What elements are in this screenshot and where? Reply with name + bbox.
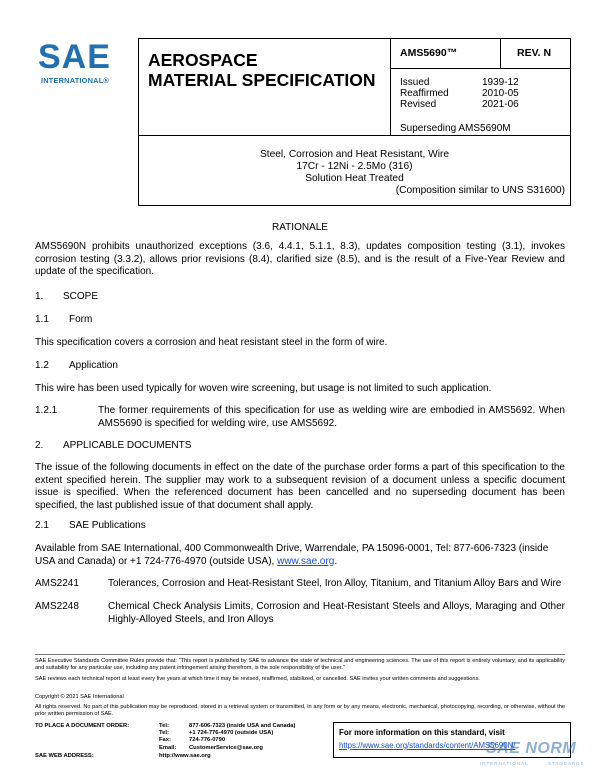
desc-line-1: Steel, Corrosion and Heat Resistant, Wire xyxy=(259,149,450,160)
doc-number-box xyxy=(390,38,501,69)
description-box xyxy=(138,135,571,206)
section-2-1-heading: 2.1 SAE Publications xyxy=(35,520,146,531)
reference-ams2248: AMS2248 Chemical Check Analysis Limits, Corrosion and Heat-Resistant Steels and Alloys, Maraging and Other Highly-Alloyed Steels, and Iron Alloys xyxy=(35,601,565,625)
email: CustomerService@sae.org xyxy=(189,744,263,751)
section-2-1-text: Available from SAE International, 400 Commonwealth Drive, Warrendale, PA 15096-0001, Tel: 877-606-7323 (inside USA and Canada) or +1 724-776-4970 (outside USA), www.sae.org. xyxy=(35,543,549,567)
section-1-heading: 1. SCOPE xyxy=(35,291,99,302)
watermark-right: STANDARDS xyxy=(548,761,585,766)
sae-norm-watermark xyxy=(478,740,590,774)
section-1-2-1: 1.2.1 The former requirements of this specification for use as welding wire are embodied in AMS5692. When AMS5690 is specified for welding wire, use AMS5692. xyxy=(35,405,565,429)
title-line-1: AEROSPACE xyxy=(148,50,258,70)
copyright: Copyright © 2021 SAE International xyxy=(35,694,124,700)
rules-note: SAE Executive Standards Committee Rules provide that: “This report is published by SAE to advance the state of technical and engineering sciences. The use of this report is entirely voluntary, and its applicability and suitability for any particular use, including any patent infringement arising therefrom, is the sole responsibility of the user.” xyxy=(35,658,565,671)
date-issued: Issued 1939-12 xyxy=(400,77,519,88)
watermark-left: INTERNATIONAL xyxy=(480,761,529,766)
desc-line-3: Solution Heat Treated xyxy=(305,173,404,184)
web-address[interactable]: http://www.sae.org xyxy=(159,753,211,759)
fax: 724-776-0790 xyxy=(189,737,226,744)
standard-url-link[interactable]: https://www.sae.org/standards/content/AMS5690N/ xyxy=(339,741,516,750)
logo-subtitle: INTERNATIONAL® xyxy=(41,76,110,85)
doc-type-title xyxy=(148,50,376,90)
review-note: SAE reviews each technical report at least every five years at which time it may be revised, reaffirmed, stabilized, or cancelled. SAE invites your written comments and suggestions. xyxy=(35,676,480,682)
rationale-heading: RATIONALE xyxy=(272,222,328,233)
section-1-2-heading: 1.2 Application xyxy=(35,360,118,371)
rights-note: All rights reserved. No part of this publication may be reproduced, stored in a retrieval system or transmitted, in any form or by any means, electronic, mechanical, photocopying, recording, or otherwise, without the prior written permission of SAE. xyxy=(35,704,565,717)
superseding: Superseding AMS5690M xyxy=(400,123,511,134)
phone-intl: +1 724-776-4970 (outside USA) xyxy=(189,730,274,737)
title-box xyxy=(138,38,391,136)
revision: REV. N xyxy=(517,47,552,59)
doc-number: AMS5690™ xyxy=(400,47,458,59)
web-label: SAE WEB ADDRESS: xyxy=(35,753,94,759)
desc-line-4: (Composition similar to UNS S31600) xyxy=(395,185,565,196)
desc-line-2: 17Cr - 12Ni - 2.5Mo (316) xyxy=(296,161,413,172)
date-revised: Revised 2021-06 xyxy=(400,99,519,110)
sae-website-link[interactable]: www.sae.org xyxy=(277,555,335,567)
reference-ams2241: AMS2241 Tolerances, Corrosion and Heat-Resistant Steel, Iron Alloy, Titanium, and Titanium Alloy Bars and Wire xyxy=(35,578,562,589)
rationale-text: AMS5690N prohibits unauthorized exceptions (3.6, 4.4.1, 5.1.1, 8.3), updates composition testing (3.1), invokes corrosion testing (3.3.2), allows prior revisions (8.4), clarified size (8.5), and is the result of a Five-Year Review and update of the specification. xyxy=(35,241,565,278)
footer-divider xyxy=(35,654,565,655)
sae-logo xyxy=(38,40,120,88)
section-2-heading: 2. APPLICABLE DOCUMENTS xyxy=(35,440,192,451)
section-1-1-text: This specification covers a corrosion and heat resistant steel in the form of wire. xyxy=(35,337,388,348)
more-info-heading: For more information on this standard, visit xyxy=(339,728,505,737)
date-reaffirmed: Reaffirmed 2010-05 xyxy=(400,88,519,99)
section-1-2-text: This wire has been used typically for woven wire screening, but usage is not limited to such application. xyxy=(35,383,492,394)
section-1-1-heading: 1.1 Form xyxy=(35,314,93,325)
logo-word: SAE xyxy=(38,38,111,76)
dates-box xyxy=(390,68,571,136)
revision-box xyxy=(500,38,571,69)
section-2-text: The issue of the following documents in effect on the date of the purchase order forms a part of this specification to the extent specified herein. The supplier may work to a subsequent revision of a document unless a specific document issue is specified. When the referenced document has been cancelled and no superseding document has been specified, the last published issue of that document shall apply. xyxy=(35,462,565,511)
phone-usa: 877-606-7323 (inside USA and Canada) xyxy=(189,723,296,729)
watermark-word: SAE NORM xyxy=(486,740,577,757)
order-label: TO PLACE A DOCUMENT ORDER: xyxy=(35,723,130,729)
title-line-2: MATERIAL SPECIFICATION xyxy=(148,70,376,90)
